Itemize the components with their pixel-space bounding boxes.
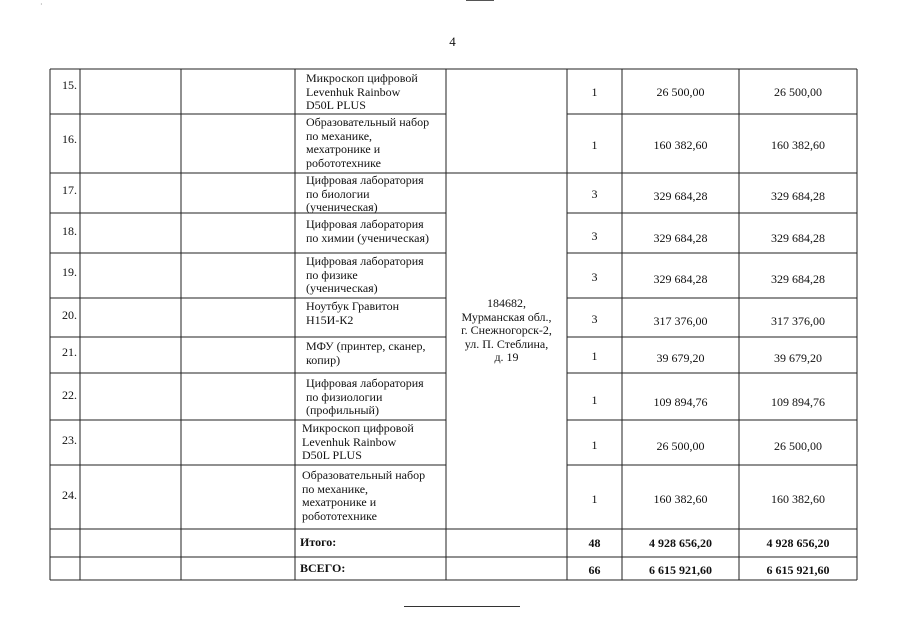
row-number: 20. (62, 308, 77, 322)
item-name: Образовательный набор по механике, мехатронике и робототехнике (306, 115, 430, 170)
item-name: Ноутбук Гравитон Н15И-К2 (306, 299, 400, 327)
grand-total-sum: 6 615 921,60 (766, 563, 830, 577)
total-label: Итого: (300, 535, 337, 549)
page-number: 4 (449, 34, 456, 49)
row-number: 19. (62, 265, 77, 279)
price: 160 382,60 (653, 138, 708, 152)
price: 317 376,00 (653, 314, 708, 328)
sum: 317 376,00 (771, 314, 825, 328)
row-number: 22. (62, 388, 77, 402)
sum: 160 382,60 (771, 138, 825, 152)
quantity: 3 (591, 270, 598, 284)
total-price: 4 928 656,20 (649, 536, 712, 550)
quantity: 1 (591, 438, 598, 452)
item-name: Микроскоп цифровой Levenhuk Rainbow D50L PLUS (306, 71, 418, 112)
row-number: 24. (62, 488, 77, 502)
item-name: Цифровая лаборатория по физике (ученическая) (306, 254, 424, 295)
total-sum: 4 928 656,20 (766, 536, 830, 550)
sum: 26 500,00 (774, 439, 822, 453)
footnote-rule (404, 606, 520, 607)
sum: 26 500,00 (774, 85, 822, 99)
quantity: 1 (591, 85, 598, 99)
sum: 109 894,76 (771, 395, 825, 409)
quantity: 3 (591, 229, 598, 243)
grand-total-label: ВСЕГО: (300, 561, 346, 575)
row-number: 21. (62, 345, 77, 359)
price: 39 679,20 (656, 351, 705, 365)
row-number: 18. (62, 224, 77, 238)
sum: 329 684,28 (771, 189, 825, 203)
price: 329 684,28 (653, 189, 708, 203)
quantity: 1 (591, 393, 598, 407)
price: 26 500,00 (656, 85, 705, 99)
row-number: 17. (62, 183, 77, 197)
item-name: Цифровая лаборатория по биологии (ученическая) (306, 173, 424, 214)
price: 26 500,00 (656, 439, 705, 453)
item-name: Цифровая лаборатория по физиологии (профильный) (306, 376, 424, 417)
price: 109 894,76 (653, 395, 708, 409)
quantity: 3 (591, 187, 598, 201)
sum: 160 382,60 (771, 492, 825, 506)
price: 329 684,28 (653, 231, 708, 245)
price: 329 684,28 (653, 272, 708, 286)
quantity: 1 (591, 492, 598, 506)
price: 160 382,60 (653, 492, 708, 506)
row-number: 16. (62, 132, 77, 146)
row-number: 23. (62, 433, 77, 447)
row-number: 15. (62, 78, 77, 92)
item-name: Микроскоп цифровой Levenhuk Rainbow D50L PLUS (302, 421, 414, 462)
sum: 329 684,28 (771, 272, 825, 286)
delivery-address: 184682, Мурманская обл., г. Снежногорск-2, ул. П. Стеблина, д. 19 (461, 296, 552, 364)
grand-total-quantity: 66 (588, 563, 601, 577)
scan-mark: · (40, 0, 43, 9)
item-name: Цифровая лаборатория по химии (ученическая) (306, 217, 429, 245)
quantity: 3 (591, 312, 598, 326)
quantity: 1 (591, 138, 598, 152)
grand-total-price: 6 615 921,60 (649, 563, 712, 577)
sum: 39 679,20 (774, 351, 822, 365)
sum: 329 684,28 (771, 231, 825, 245)
quantity: 1 (591, 349, 598, 363)
total-quantity: 48 (588, 536, 601, 550)
item-name: Образовательный набор по механике, мехатронике и робототехнике (302, 468, 426, 523)
item-name: МФУ (принтер, сканер, копир) (306, 339, 426, 367)
